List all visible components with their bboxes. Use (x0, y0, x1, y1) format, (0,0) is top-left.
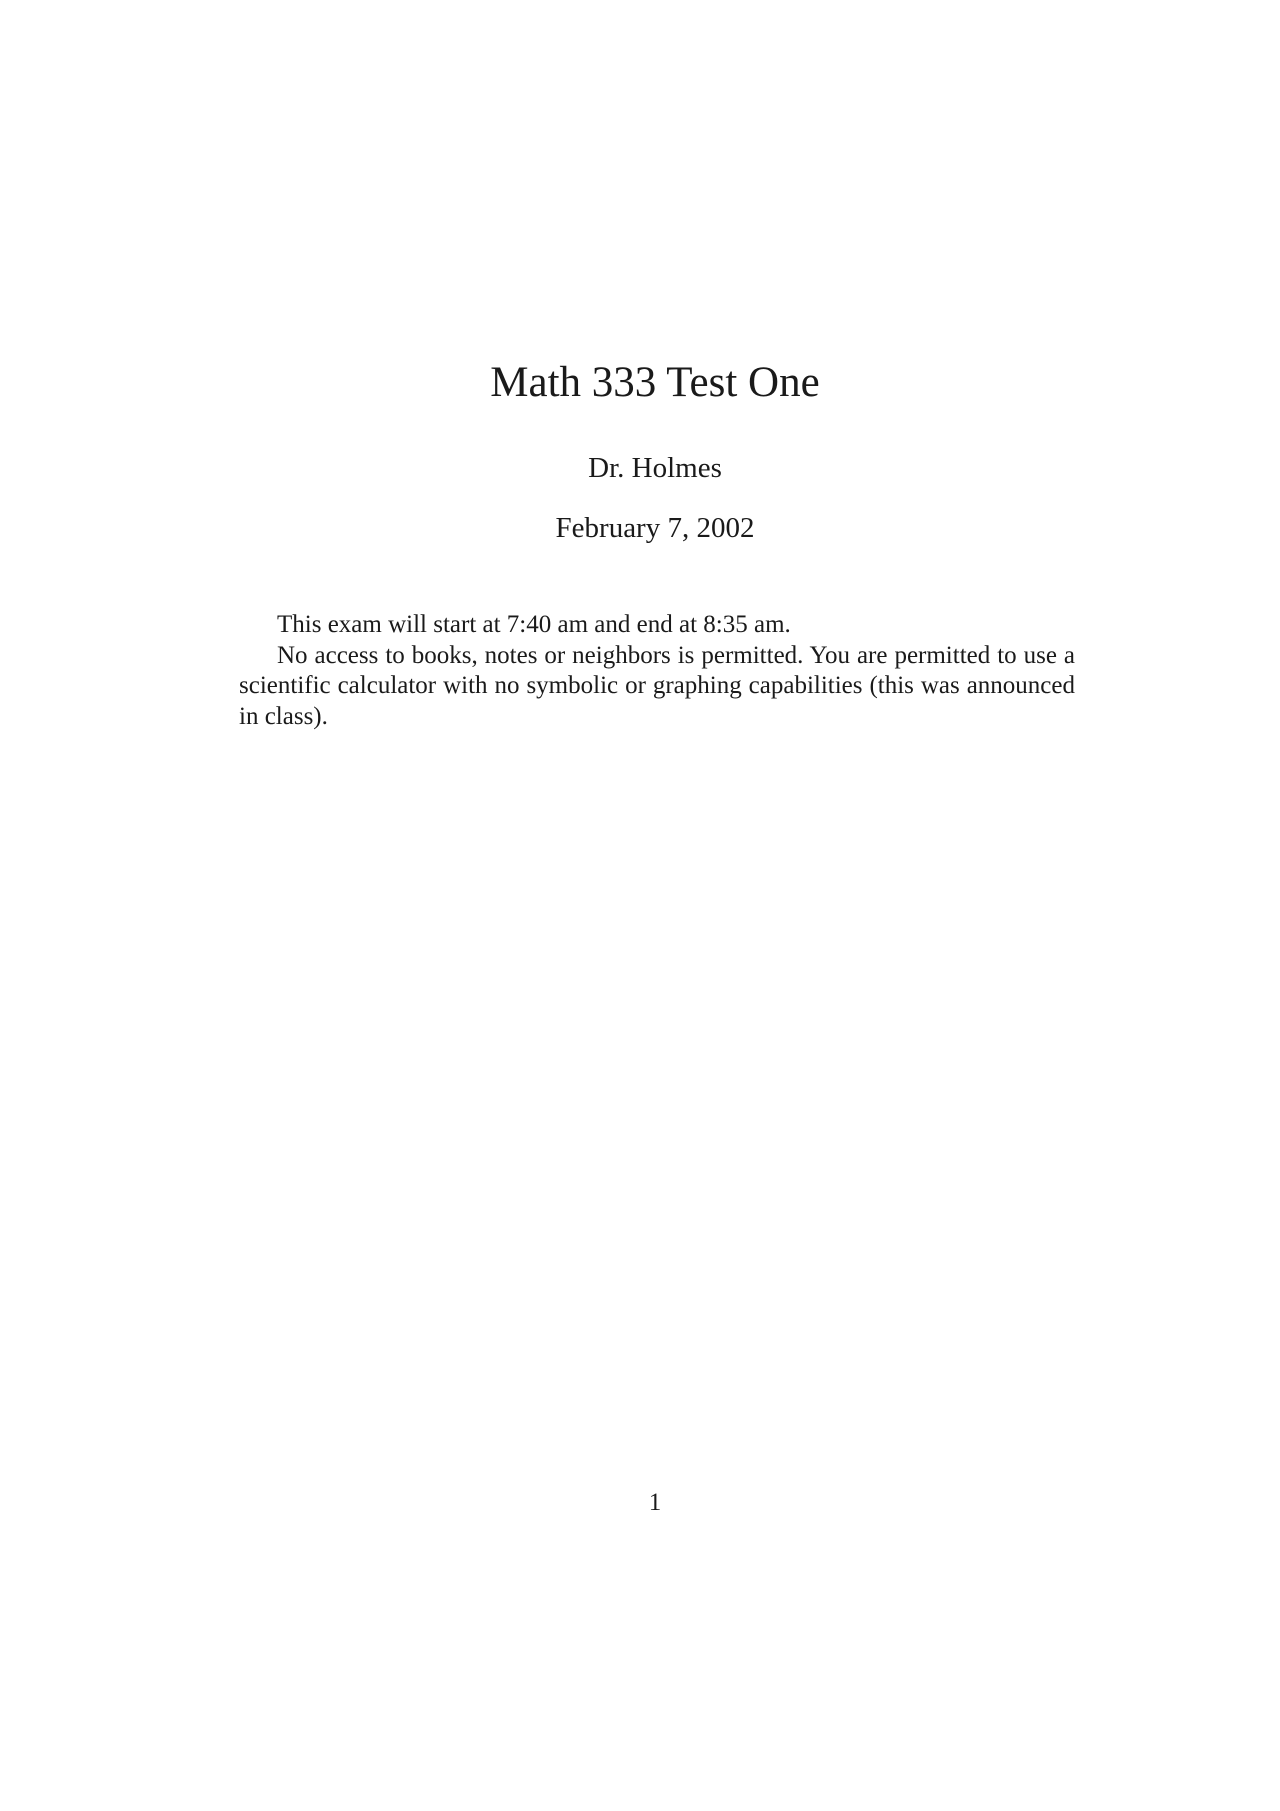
document-date: February 7, 2002 (555, 512, 755, 544)
instructions-body (239, 610, 1075, 732)
document-title: Math 333 Test One (490, 359, 820, 406)
document-author: Dr. Holmes (588, 452, 722, 484)
page-number: 1 (648, 1489, 662, 1516)
instructions-paragraph-rules: No access to books, notes or neighbors is permitted. You are permitted to use a scientific calculator with no symbolic or graphing capabilities (this was announced in class). (239, 641, 1075, 730)
instructions-paragraph-time: This exam will start at 7:40 am and end at 8:35 am. (277, 611, 791, 638)
